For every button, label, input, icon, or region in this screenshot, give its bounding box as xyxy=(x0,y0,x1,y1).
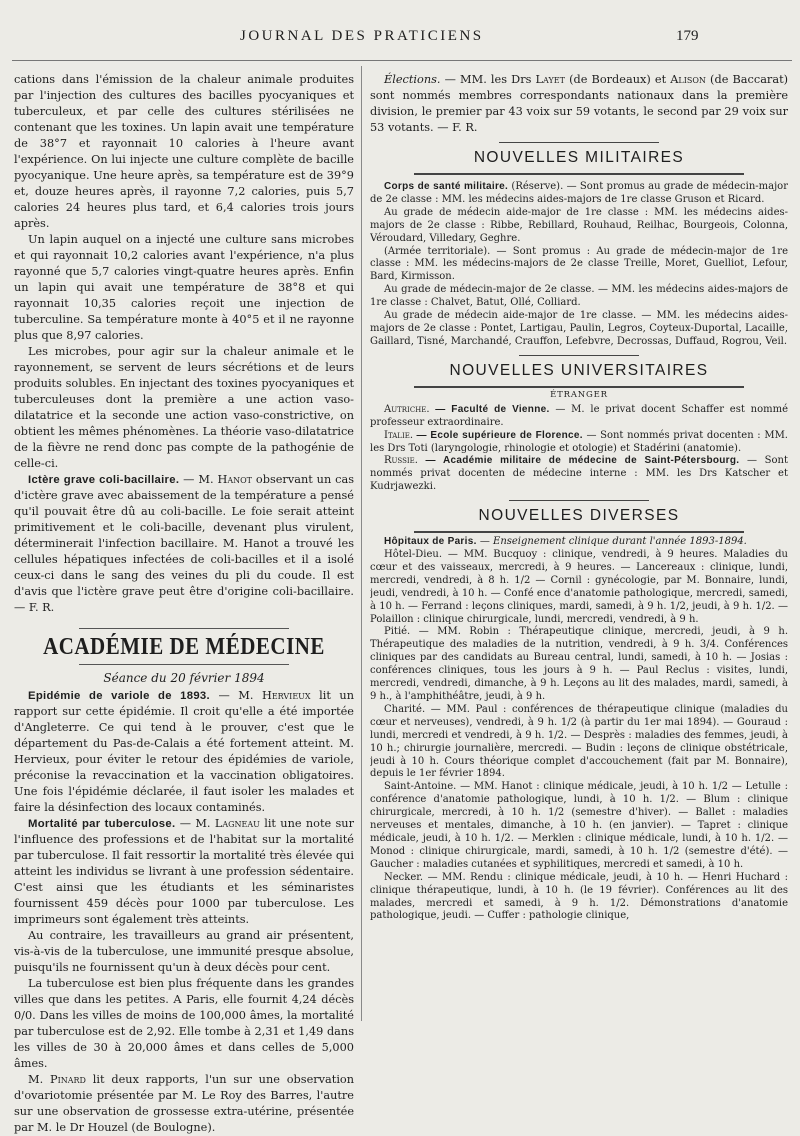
label-elections: Élections. xyxy=(384,73,441,86)
heading-icterus: Ictère grave coli-bacillaire. xyxy=(28,474,180,486)
academy-rule-bottom xyxy=(79,664,289,665)
subheading-etranger: ÉTRANGER xyxy=(550,389,608,400)
paragraph-microbes: Les microbes, pour agir sur la chaleur animale et le rayonnement, se servent de leurs sécrétions et de leurs produits solubles. En injectant des toxines pyocyaniques et tuberculeuses dont la première a une action vaso-dilatatrice et la seconde une action vaso-constrictive, on obtient les mêmes phénomènes. La théorie vaso-dilatatrice de la fièvre ne rend donc pas compte de la pathogénie de celle-ci. xyxy=(14,345,354,470)
author-pinard: Pinard xyxy=(49,1073,86,1086)
paragraph-russie: Russie. — Académie militaire de médecine de Saint-Pétersbourg. — Sont nommés privat docenten de médecine interne : MM. les Drs Katscher et Kudrjawezki. xyxy=(370,455,788,493)
header-rule xyxy=(12,60,792,61)
paragraph-villes: La tuberculose est bien plus fréquente dans les grandes villes que dans les petites. A Paris, elle fournit 4,24 décès 0/0. Dans les villes de moins de 100,000 âmes, la mortalité par tuberculose est de 2,92. Elle tombe à 2,31 et 1,49 dans les villes de 30 à 20,000 âmes et dans celles de 5,000 âmes. xyxy=(14,977,354,1070)
paragraph-charite: Charité. — MM. Paul : conférences de thérapeutique clinique (maladies du cœur et nerveuses), vendredi, à 9 h. 1/2 (à partir du 1er mai 1894). — Gouraud : lundi, mercredi et vendredi, à 9 h. 1/2. — Desprès : maladies des femmes, jeudi, à 10 h.; chirurgie journalière, mercredi. — Budin : leçons de clinique obstétricale, jeudi à 10 h. Cours théorique complet d'accouchement (fait par M. Bonnaire), depuis le 1er février 1894. xyxy=(370,703,788,780)
section-universitaires xyxy=(370,355,788,388)
left-column xyxy=(14,72,354,1136)
paragraph-saint-antoine: Saint-Antoine. — MM. Hanot : clinique médicale, jeudi, à 10 h. 1/2 — Letulle : conférence d'anatomie pathologique, lundi, à 10 h. 1/2. — Blum : clinique chirurgicale, mercredi, à 10 h. 1/2 (semestre d'hiver). — Ballet : maladies nerveuses et mentales, dimanche, à 10 h. (en janvier). — Tapret : clinique médicale, jeudi, à 10 h. 1/2. — Merklen : clinique médicale, lundi, à 10 h. 1/2. — Monod : clinique chirurgicale, mardi, samedi, à 10 h. 1/2 (semestre d'été). — Gaucher : maladies cutanées et syphilitiques, mercredi et samedi, à 10 h. xyxy=(370,781,788,870)
column-divider xyxy=(361,66,362,1021)
paragraph-grand-air: Au contraire, les travailleurs au grand air présentent, vis-à-vis de la tuberculose, une immunité presque absolue, puisqu'ils ne fournissent qu'un à deux décès pour cent. xyxy=(14,929,354,974)
section-diverses xyxy=(370,500,788,533)
paragraph-pinard: M. Pinard lit deux rapports, l'un sur une observation d'ovariotomie présentée par M. Le Roy des Barres, l'autre sur une observation de grossesse extra-utérine, présentée par M. le Dr Houzel (de Boulogne). xyxy=(14,1073,354,1134)
paragraph-icterus: Ictère grave coli-bacillaire. — M. Hanot observant un cas d'ictère grave avec abaissement de la température a pensé qu'il pouvait être dû au coli-bacille. Le foie serait atteint primitivement et le coli-bacille, devenant plus virulent, déterminerait l'infection bacillaire. M. Hanot a trouvé les cellules hépatiques infectées de coli-bacilles et il a isolé ceux-ci dans le sang des veines du pli du coude. Il est d'avis que l'ictère grave peut être d'origine coli-bacillaire. — F. R. xyxy=(14,473,354,614)
right-column xyxy=(370,72,788,923)
paragraph-hopitaux: Hôpitaux de Paris. — Enseignement clinique durant l'année 1893-1894. xyxy=(384,536,747,548)
page-number: 179 xyxy=(676,28,699,44)
heading-hopitaux: Hôpitaux de Paris. xyxy=(384,536,477,548)
paragraph-rabbit-experiment: Un lapin auquel on a injecté une culture sans microbes et qui rayonnait 10,2 calories avant l'expérience, n'a plus rayonné que 5,7 calories vingt-quatre heures après. Enfin un lapin qui avait une température de 38°8 et qui rayonnait 10,35 calories reçoit une injection de tuberculine. Sa température monte à 40°5 et il ne rayonne plus que 8,97 calories. xyxy=(14,233,354,342)
section-militaires xyxy=(370,142,788,175)
author-hervieux: Hervieux xyxy=(261,689,311,702)
paragraph-major-2: Au grade de médecin-major de 2e classe. — MM. les médecins aides-majors de 1re classe : Chalvet, Batut, Ollé, Colliard. xyxy=(370,284,788,309)
heading-tuberculose: Mortalité par tuberculose. xyxy=(28,818,176,830)
academy-title: ACADÉMIE DE MÉDECINE xyxy=(43,632,325,660)
paragraph-hotel-dieu: Hôtel-Dieu. — MM. Bucquoy : clinique, vendredi, à 9 heures. Maladies du cœur et des vaisseaux, mercredi, à 9 heures. — Lancereaux : clinique, lundi, mercredi, vendredi, à 8 h. 1/2 — Cornil : gynécologie, par M. Bonnaire, lundi, jeudi, vendredi, à 10 h. — Confé ence d'anatomie pathologique, mercredi, samedi, à 10 h. — Ferrand : leçons cliniques, mardi, samedi, à 9 h. 1/2, jeudi, à 9 h. 1/2. — Polaillon : clinique chirurgicale, lundi, mercredi, vendredi, à 9 h. xyxy=(370,549,788,625)
paragraph-pitie: Pitié. — MM. Robin : Thérapeutique clinique, mercredi, jeudi, à 9 h. Thérapeutique des maladies de la nutrition, vendredi, à 9 h. 3/4. Conférences cliniques par des candidats au Bureau central, lundi, samedi, à 10 h. — Josias : conférences cliniques, tous les jours à 9 h. — Paul Reclus : visites, lundi, mercredi, vendredi, dimanche, à 9 h. Leçons au lit des malades, mardi, samedi, à 9 h., à l'amphithéâtre, jeudi, à 9 h. xyxy=(370,626,788,702)
paragraph-tuberculose: Mortalité par tuberculose. — M. Lagneau lit une note sur l'influence des professions et de l'habitat sur la mortalité par tuberculose. Il fait ressortir la mortalité très élevée qui atteint les individus se livrant à une profession sédentaire. C'est ainsi que les étudiants et les séminaristes fournissent 459 décès pour 1000 par tuberculose. Les imprimeurs sont également très atteints. xyxy=(14,817,354,926)
paragraph-necker: Necker. — MM. Rendu : clinique médicale, jeudi, à 10 h. — Henri Huchard : clinique thérapeutique, lundi, à 10 h. (le 19 février). Conférences au lit des malades, mercredi et samedi, à 9 h. 1/2. Démonstrations d'anatomie pathologique, jeudi. — Cuffer : pathologie clinique, xyxy=(370,871,788,922)
author-lagneau: Lagneau xyxy=(214,817,260,830)
paragraph-elections: Élections. — MM. les Drs Layet (de Bordeaux) et Alison (de Baccarat) sont nommés membres correspondants nationaux dans la première division, le premier par 43 voix sur 59 votants, le second par 29 voix sur 53 votants. — F. R. xyxy=(370,73,788,134)
heading-variole: Epidémie de variole de 1893. xyxy=(28,690,210,702)
heading-corps-sante: Corps de santé militaire. xyxy=(384,181,509,192)
militaires-title: NOUVELLES MILITAIRES xyxy=(473,149,685,166)
universitaires-title: NOUVELLES UNIVERSITAIRES xyxy=(449,361,709,379)
section-academie xyxy=(14,628,354,665)
paragraph-territoriale: (Armée territoriale). — Sont promus : Au grade de médecin-major de 1re classe : MM. les médecins-majors de 2e classe Treille, Moret, Guelliot, Lefour, Bard, Kirmisson. xyxy=(370,245,788,283)
paragraph-corps-sante: Corps de santé militaire. (Réserve). — Sont promus au grade de médecin-major de 2e classe : MM. les médecins aides-majors de 1re classe Gruson et Ricard. xyxy=(370,181,788,205)
paragraph-variole: Epidémie de variole de 1893. — M. Hervieux lit un rapport sur cette épidémie. Il croit qu'elle a été importée d'Angleterre. Ce qui tend à le prouver, c'est que le département du Pas-de-Calais a été fortement atteint. M. Hervieux, pour éviter le retour des épidémies de variole, préconise la revaccination et la vaccination obligatoires. Une fois l'épidémie déclarée, il faut isoler les malades et faire la désinfection des locaux contaminés. xyxy=(14,689,354,814)
session-date: Séance du 20 février 1894 xyxy=(103,671,265,685)
paragraph-aide-major-1: Au grade de médecin aide-major de 1re classe : MM. les médecins aides-majors de 2e classe : Ribbe, Rebillard, Rouhaud, Reilhac, Bourgeois, Colonna, Véroudard, Villedary, Geghre. xyxy=(370,206,788,244)
paragraph-aide-major-1b: Au grade de médecin aide-major de 1re classe. — MM. les médecins aides-majors de 2e classe : Pontet, Lartigau, Paulin, Legros, Coyteux-Duportal, Lacaille, Gaillard, Tisné, Marchandé, Crauffon, Lefebvre, Decrossas, Duffaud, Rogrou, Veil. xyxy=(370,310,788,347)
paragraph-heat-emission: cations dans l'émission de la chaleur animale produites par l'injection des cultures des bacilles pyocyaniques et tuberculeux, et par celle des cultures stérilisées ne contenant que les toxines. Un lapin avait une température de 38°7 et rayonnait 10 calories à l'heure avant l'expérience. On lui injecte une culture complète de bacille pyocyanique. Une heure après, sa température est de 39°9 et, douze heures après, il rayonne 7,2 calories, puis 5,7 calories 24 heures plus tard, et 6,4 calories trois jours après. xyxy=(14,73,354,230)
paragraph-italie: Italie. — Ecole supérieure de Florence. — Sont nommés privat docenten : MM. les Drs Toti (laryngologie, rhinologie et otologie) et Stadérini (anatomie). xyxy=(370,429,788,454)
author-hanot: Hanot xyxy=(217,473,252,486)
diverses-title: NOUVELLES DIVERSES xyxy=(478,507,680,525)
paragraph-autriche: Autriche. — Faculté de Vienne. — M. le privat docent Schaffer est nommé professeur extraordinaire. xyxy=(370,403,788,428)
running-header xyxy=(0,24,800,54)
academy-rule-top xyxy=(79,628,289,629)
journal-title: JOURNAL DES PRATICIENS xyxy=(240,28,484,44)
